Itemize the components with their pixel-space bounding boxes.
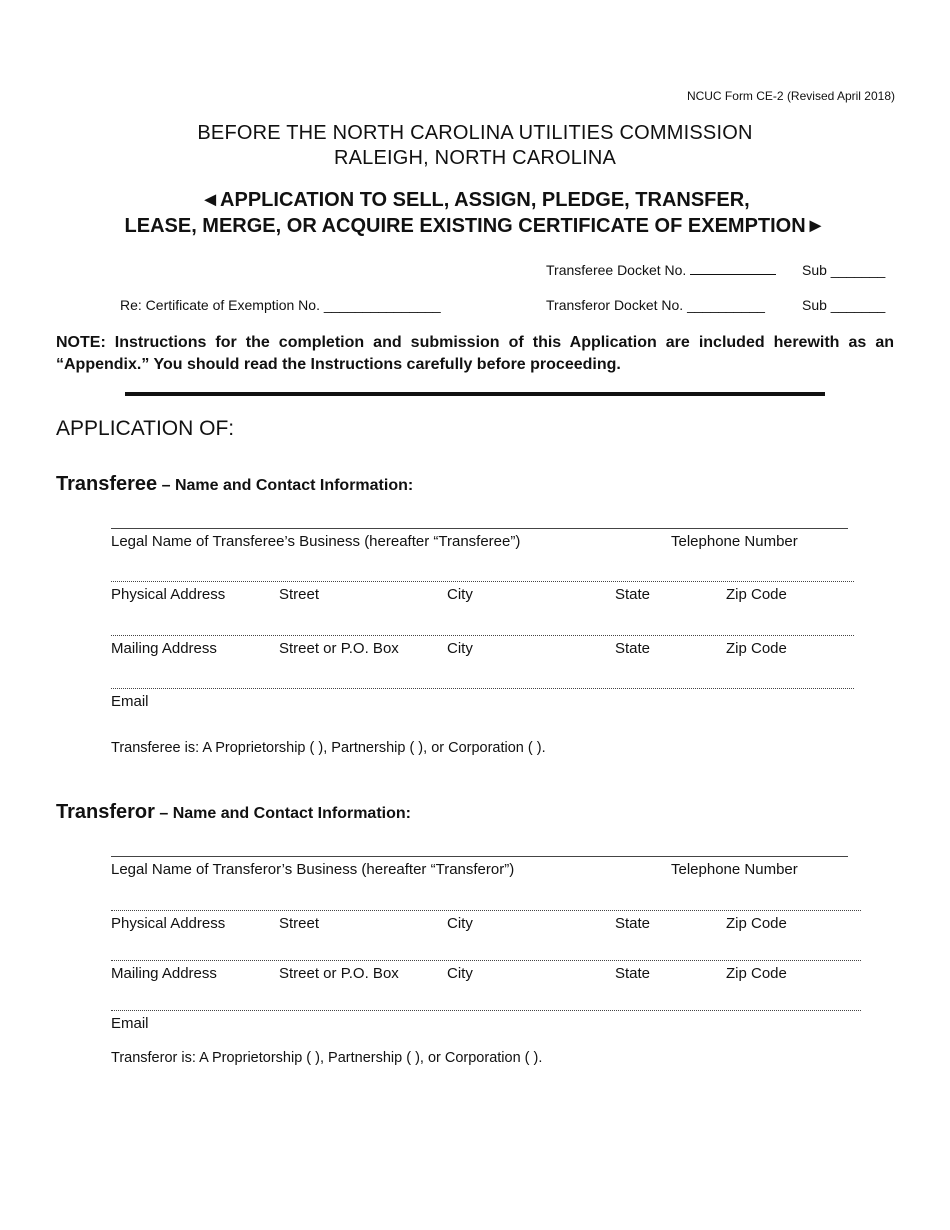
transferor-email-label: Email <box>111 1015 149 1032</box>
transferee-docket <box>546 262 776 278</box>
application-of-heading: APPLICATION OF: <box>56 417 235 440</box>
transferee-legal-name-label: Legal Name of Transferee’s Business (hereafter “Transferee”) <box>111 533 521 550</box>
transferee-email-field[interactable] <box>111 688 854 689</box>
transferor-physical-state-label: State <box>615 915 651 932</box>
transferee-mailing-address-field[interactable] <box>111 635 854 636</box>
transferor-physical-street-label: Street <box>279 915 320 932</box>
transferee-mailing-state-label: State <box>615 640 651 657</box>
transferor-entity-type[interactable]: Transferor is: A Proprietorship ( ), Partnership ( ), or Corporation ( ). <box>111 1050 543 1066</box>
transferor-mailing-address-field[interactable] <box>111 960 861 961</box>
transferee-mailing-city-label: City <box>447 640 473 657</box>
transferor-heading <box>56 801 411 824</box>
transferee-mailing-street-label: Street or P.O. Box <box>279 640 399 657</box>
transferor-mailing-zip-label: Zip Code <box>726 965 787 982</box>
transferee-email-label: Email <box>111 693 149 710</box>
transferor-legal-name-label: Legal Name of Transferor’s Business (hereafter “Transferor”) <box>111 861 515 878</box>
transferor-email-field[interactable] <box>111 1010 861 1011</box>
transferor-physical-address-label: Physical Address <box>111 915 226 932</box>
transferee-physical-address-field[interactable] <box>111 581 854 582</box>
title-line-1: ◄APPLICATION TO SELL, ASSIGN, PLEDGE, TRANSFER, <box>200 189 750 211</box>
transferor-legal-name-field[interactable] <box>111 856 848 857</box>
divider <box>125 392 825 396</box>
transferee-heading-subtitle: – Name and Contact Information: <box>157 477 414 494</box>
transferee-mailing-zip-label: Zip Code <box>726 640 787 657</box>
transferor-physical-city-label: City <box>447 915 473 932</box>
transferee-physical-state-label: State <box>615 586 651 603</box>
transferor-telephone-label: Telephone Number <box>671 861 798 878</box>
transferee-heading-title: Transferee <box>56 473 158 495</box>
transferee-entity-type[interactable]: Transferee is: A Proprietorship ( ), Partnership ( ), or Corporation ( ). <box>111 740 546 756</box>
transferee-docket-field[interactable] <box>690 262 776 275</box>
transferor-sub[interactable]: Sub _______ <box>802 297 886 313</box>
heading-line-1: BEFORE THE NORTH CAROLINA UTILITIES COMMISSION <box>197 122 753 144</box>
transferor-mailing-city-label: City <box>447 965 473 982</box>
transferee-docket-label: Transferee Docket No. <box>546 262 687 278</box>
transferee-legal-name-field[interactable] <box>111 528 848 529</box>
transferor-physical-zip-label: Zip Code <box>726 915 787 932</box>
transferor-heading-subtitle: – Name and Contact Information: <box>154 805 411 822</box>
transferor-docket[interactable]: Transferor Docket No. __________ <box>546 297 765 313</box>
transferor-mailing-state-label: State <box>615 965 651 982</box>
transferor-mailing-street-label: Street or P.O. Box <box>279 965 399 982</box>
transferee-heading <box>56 473 413 496</box>
transferee-physical-address-label: Physical Address <box>111 586 226 603</box>
form-number: NCUC Form CE-2 (Revised April 2018) <box>686 89 895 103</box>
transferee-mailing-address-label: Mailing Address <box>111 640 217 657</box>
transferee-physical-street-label: Street <box>279 586 320 603</box>
transferee-physical-zip-label: Zip Code <box>726 586 787 603</box>
heading-line-2: RALEIGH, NORTH CAROLINA <box>333 147 617 169</box>
title-line-2: LEASE, MERGE, OR ACQUIRE EXISTING CERTIFICATE OF EXEMPTION► <box>124 215 826 237</box>
transferee-physical-city-label: City <box>447 586 473 603</box>
transferor-physical-address-field[interactable] <box>111 910 861 911</box>
transferee-sub[interactable]: Sub _______ <box>802 262 886 278</box>
transferor-heading-title: Transferor <box>56 801 155 823</box>
transferee-telephone-label: Telephone Number <box>671 533 798 550</box>
transferor-mailing-address-label: Mailing Address <box>111 965 217 982</box>
instructions-note: NOTE: Instructions for the completion and submission of this Application are included herewith as an “Appendix.” You should read the Instructions carefully before proceeding. <box>56 334 894 373</box>
certificate-number[interactable]: Re: Certificate of Exemption No. _______________ <box>120 297 441 313</box>
